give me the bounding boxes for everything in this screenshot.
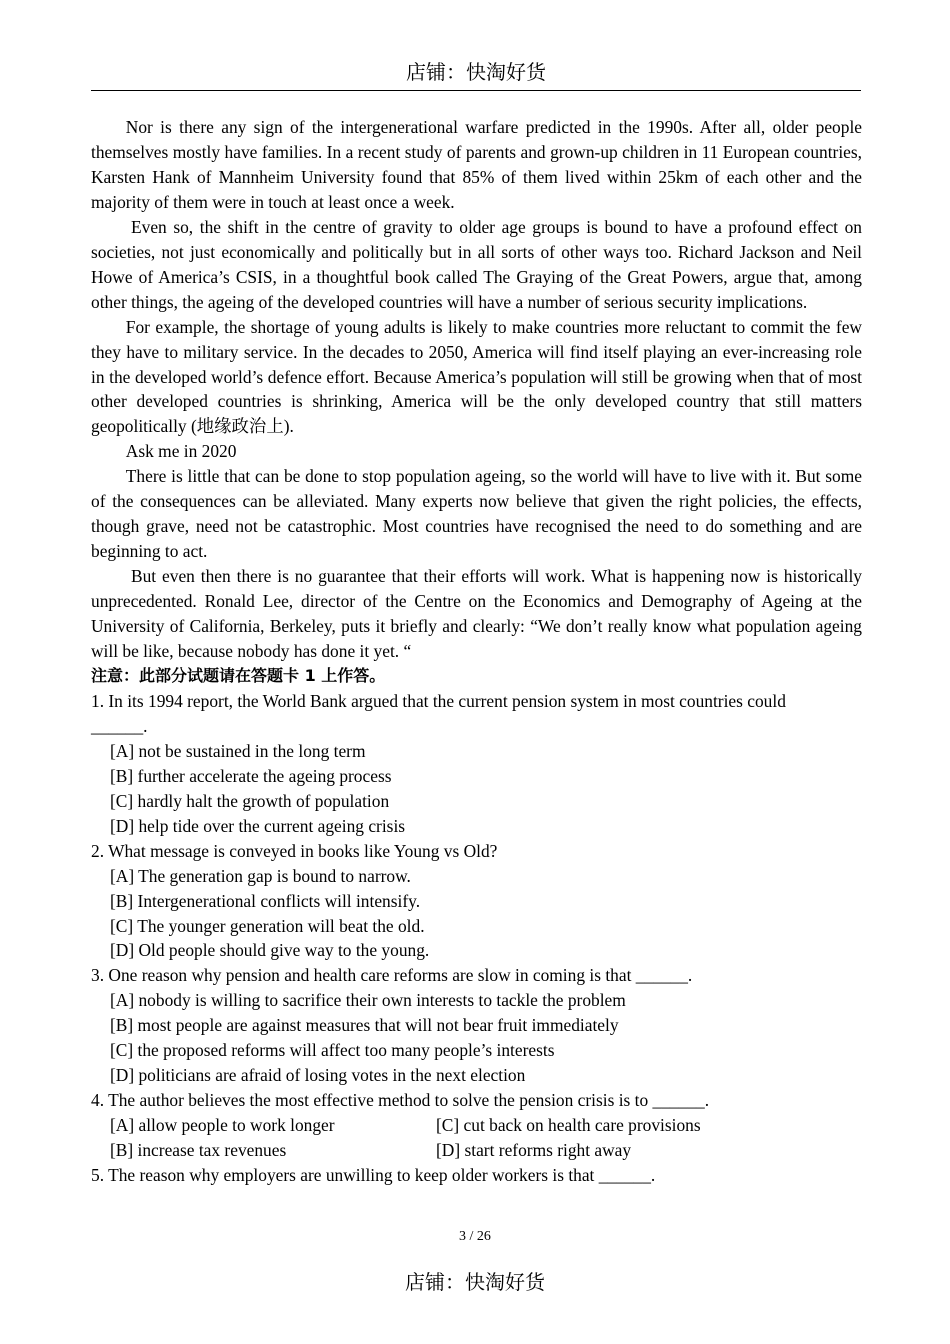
question-option: [B] most people are against measures that will not bear fruit immediately bbox=[110, 1015, 619, 1036]
question-stem: 5. The reason why employers are unwilling to keep older workers is that ______. bbox=[91, 1165, 656, 1186]
document-body bbox=[91, 115, 862, 1188]
question-stem: 1. In its 1994 report, the World Bank argued that the current pension system in most countries could bbox=[91, 690, 786, 711]
page-number: 3 / 26 bbox=[459, 1229, 491, 1244]
question-option: [D] start reforms right away bbox=[436, 1140, 632, 1161]
option-row bbox=[110, 1138, 862, 1163]
question-option: [B] Intergenerational conflicts will intensify. bbox=[110, 890, 421, 911]
section-subheading: Ask me in 2020 bbox=[125, 441, 237, 462]
page-header: 店铺：快淘好货 bbox=[91, 56, 861, 91]
passage-paragraph: Even so, the shift in the centre of gravity to older age groups is bound to have a profound effect on societies, not just economically and politically but in all sorts of other ways too. Richard Jackson and Neil Howe of America’s CSIS, in a thoughtful book called The Graying of the Great Powers, argue that, among other things, the ageing of the developed countries will have a number of serious security implications. bbox=[91, 216, 862, 312]
question-stem: 2. What message is conveyed in books like Young vs Old? bbox=[91, 840, 498, 861]
passage-paragraph: There is little that can be done to stop population ageing, so the world will have to live with it. But some of the consequences can be alleviated. Many experts now believe that given the right policies, the effects, though grave, need not be catastrophic. Most countries have recognised the need to do something and are beginning to act. bbox=[91, 466, 862, 562]
question-option: [C] hardly halt the growth of population bbox=[110, 790, 390, 811]
question-option: [D] Old people should give way to the young. bbox=[110, 940, 430, 961]
question-option: [A] The generation gap is bound to narrow. bbox=[110, 865, 411, 886]
answer-sheet-note: 注意：此部分试题请在答题卡 1 上作答。 bbox=[91, 665, 386, 685]
passage-paragraph: For example, the shortage of young adults is likely to make countries more reluctant to commit the few they have to military service. In the decades to 2050, America will find itself playing an ever-increasing role in the developed world’s defence effort. Because America’s population will still be growing when that of most other developed countries is shrinking, America will be the only developed country that still matters geopolitically (地缘政治上). bbox=[91, 316, 862, 437]
question-option: [A] nobody is willing to sacrifice their own interests to tackle the problem bbox=[110, 990, 626, 1011]
question-option: [C] the proposed reforms will affect too many people’s interests bbox=[110, 1040, 555, 1061]
question-option: [D] help tide over the current ageing crisis bbox=[110, 815, 406, 836]
question-stem-continuation: ______. bbox=[91, 715, 148, 736]
passage-paragraph: Nor is there any sign of the intergenerational warfare predicted in the 1990s. After all, older people themselves mostly have families. In a recent study of parents and grown-up children in 11 European countries, Karsten Hank of Mannheim University found that 85% of them lived within 25km of each other and the majority of them were in touch at least once a week. bbox=[91, 117, 862, 212]
option-row bbox=[110, 1113, 862, 1138]
passage-paragraph: But even then there is no guarantee that their efforts will work. What is happening now is historically unprecedented. Ronald Lee, director of the Centre on the Economics and Demography of Ageing at the University of California, Berkeley, puts it briefly and clearly: “We don’t really know what population ageing will be like, because nobody has done it yet. “ bbox=[91, 566, 862, 662]
question-stem: 4. The author believes the most effective method to solve the pension crisis is to ______. bbox=[91, 1090, 710, 1111]
question-stem: 3. One reason why pension and health care reforms are slow in coming is that ______. bbox=[91, 965, 693, 986]
question-option: [C] The younger generation will beat the old. bbox=[110, 915, 425, 936]
page-footer: 店铺：快淘好货 bbox=[405, 1270, 545, 1294]
question-option: [A] not be sustained in the long term bbox=[110, 740, 366, 761]
question-option: [D] politicians are afraid of losing votes in the next election bbox=[110, 1065, 526, 1086]
question-option: [C] cut back on health care provisions bbox=[436, 1115, 701, 1136]
question-option: [B] further accelerate the ageing process bbox=[110, 765, 392, 786]
question-option: [B] increase tax revenues bbox=[110, 1140, 287, 1161]
question-option: [A] allow people to work longer bbox=[110, 1115, 335, 1136]
